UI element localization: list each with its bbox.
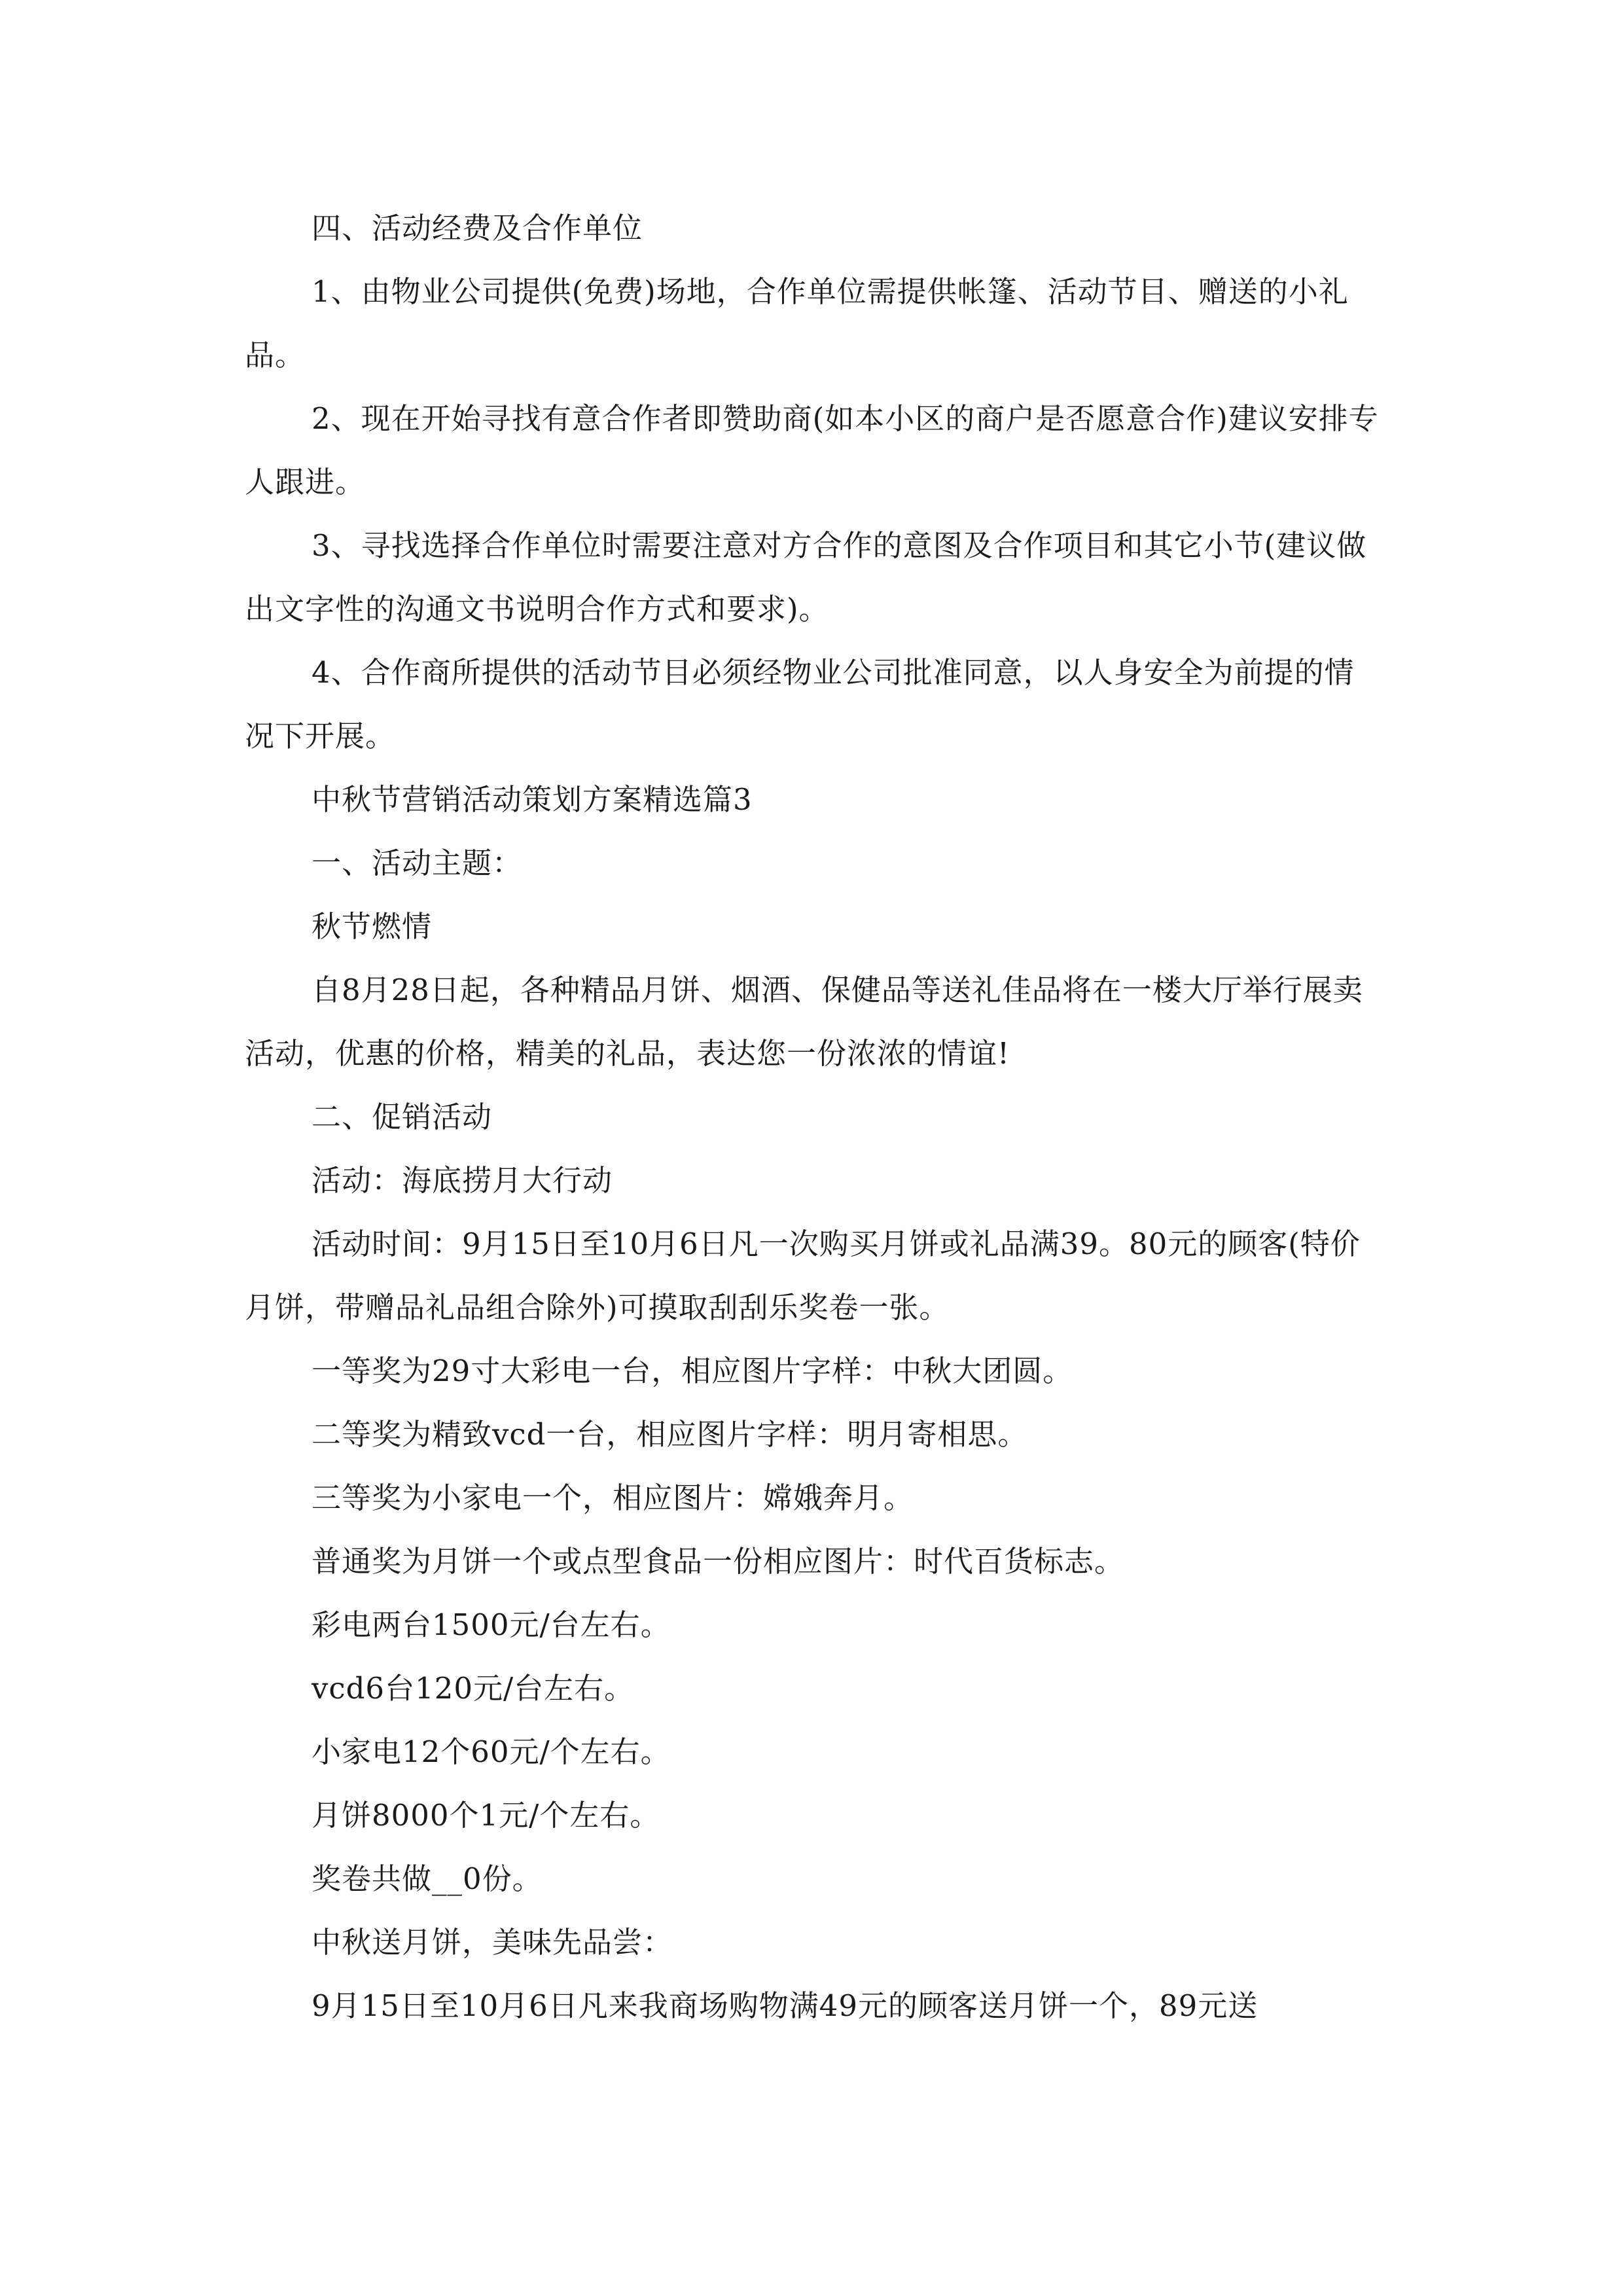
paragraph-item-2: 2、现在开始寻找有意合作者即赞助商(如本小区的商户是否愿意合作)建议安排专人跟进。 — [245, 401, 1379, 499]
paragraph-activity-time: 活动时间：9月15日至10月6日凡一次购买月饼或礼品满39。80元的顾客(特价月饼，带赠品礼品组合除外)可摸取刮刮乐奖卷一张。 — [245, 1227, 1361, 1325]
paragraph-item-4: 4、合作商所提供的活动节目必须经物业公司批准同意，以人身安全为前提的情况下开展。 — [245, 655, 1355, 753]
document-body — [245, 196, 1380, 2037]
paragraph-item-1: 1、由物业公司提供(免费)场地，合作单位需提供帐篷、活动节目、赠送的小礼品。 — [245, 274, 1349, 372]
paragraph-item-3: 3、寻找选择合作单位时需要注意对方合作的意图及合作项目和其它小节(建议做出文字性的沟通文书说明合作方式和要求)。 — [245, 528, 1367, 626]
cost-appliance: 小家电12个60元/个左右。 — [312, 1734, 671, 1769]
promotion-activity-name: 活动：海底捞月大行动 — [312, 1163, 613, 1198]
cost-tv: 彩电两台1500元/台左右。 — [312, 1607, 671, 1642]
prize-third: 三等奖为小家电一个，相应图片：嫦娥奔月。 — [312, 1480, 914, 1515]
section-heading-theme: 一、活动主题： — [312, 846, 523, 880]
prize-second: 二等奖为精致vcd一台，相应图片字样：明月寄相思。 — [312, 1417, 1028, 1452]
article-title-part-3: 中秋节营销活动策划方案精选篇3 — [312, 782, 753, 817]
prize-common: 普通奖为月饼一个或点型食品一份相应图片：时代百货标志。 — [312, 1544, 1125, 1579]
cost-mooncake: 月饼8000个1元/个左右。 — [312, 1798, 660, 1833]
paragraph-exhibition: 自8月28日起，各种精品月饼、烟酒、保健品等送礼佳品将在一楼大厅举行展卖活动，优惠的价格，精美的礼品，表达您一份浓浓的情谊! — [245, 973, 1363, 1071]
paragraph-mooncake-gift: 9月15日至10月6日凡来我商场购物满49元的顾客送月饼一个，89元送 — [312, 1988, 1258, 2023]
section-heading-funding: 四、活动经费及合作单位 — [312, 211, 643, 245]
mooncake-tasting-heading: 中秋送月饼，美味先品尝： — [312, 1925, 673, 1960]
theme-text: 秋节燃情 — [312, 909, 433, 944]
ticket-count: 奖卷共做__0份。 — [312, 1861, 543, 1896]
cost-vcd: vcd6台120元/台左右。 — [312, 1671, 635, 1706]
section-heading-promotion: 二、促销活动 — [312, 1100, 493, 1134]
prize-first: 一等奖为29寸大彩电一台，相应图片字样：中秋大团圆。 — [312, 1354, 1073, 1388]
